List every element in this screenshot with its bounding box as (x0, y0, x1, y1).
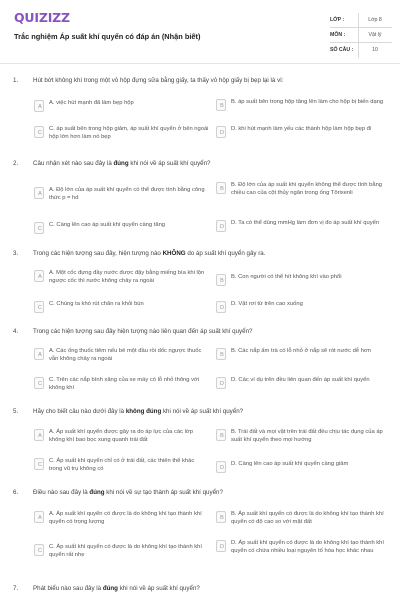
header-divider (0, 63, 400, 64)
option-letter-box (34, 458, 44, 470)
option-text: D. Áp suất khí quyển có được là do không khí tạo thành khí quyển có chứa nhiều loại nguyên tố hóa học khác nhau (231, 540, 385, 554)
option-letter: D (220, 380, 224, 387)
question-text-part: Câu nhận xét nào sau đây là (33, 160, 114, 167)
option-text: B. Trái đất và mọi vật trên trái đất đều chịu tác dụng của áp suất khí quyển theo mọi hướng (231, 429, 383, 443)
option-letter: B (220, 102, 224, 109)
question-text-part: Phát biểu nào sau đây là (33, 585, 103, 592)
worksheet-header (0, 0, 400, 64)
question-text-part: Trong các hiện tượng sau đây, hiện tượng nào (33, 250, 163, 257)
option-letter-box (216, 301, 226, 313)
option-text: B. Các nắp ấm trà có lỗ nhỏ ở nắp sẽ rót nước dễ hơn (231, 348, 371, 354)
question-text-part: Điều nào sau đây là (33, 489, 90, 496)
question-line (0, 160, 400, 172)
option-letter-box (216, 511, 226, 523)
option-text: A. Độ lớn của áp suất khí quyển có thể được tính bằng công thức p = hd (49, 187, 205, 201)
option-letter-box (216, 99, 226, 111)
question-text-part: Hãy cho biết câu nào dưới đây là (33, 408, 126, 415)
option-text: A. việc hút mạnh đã làm bẹp hộp (49, 100, 134, 106)
option-letter: C (38, 304, 42, 311)
question-text-part: khi nói về áp suất khí quyển? (117, 585, 200, 592)
meta-row-subject (330, 28, 392, 43)
question-number: 7. (13, 585, 19, 592)
meta-label: MÔN : (330, 31, 346, 38)
question-line (0, 328, 400, 340)
question-emphasis: không đúng (125, 408, 162, 415)
option-letter-box (34, 222, 44, 234)
option-letter-box (34, 544, 44, 556)
page-title: Trắc nghiệm Áp suất khí quyển có đáp án (Nhận biết) (14, 32, 201, 41)
question-text-part: khi nói về áp suất khí quyển? (161, 408, 244, 415)
meta-label: LỚP : (330, 16, 345, 23)
question-line (0, 489, 400, 501)
question-text: Trong các hiện tượng sau đây hiện tượng nào liên quan đến áp suất khí quyển? (33, 328, 253, 335)
question-number: 2. (13, 160, 19, 167)
question-emphasis: đúng (113, 160, 129, 167)
option-letter-box (216, 377, 226, 389)
option-text: B. Áp suất khí quyển có được là do không khí tạo thành khí quyển có độ cao so với mặt đất (231, 511, 384, 525)
option-text: C. Áp suất khí quyển có được là do không khí tạo thành khí quyển rất nhẹ (49, 544, 203, 558)
option-letter: D (220, 129, 224, 136)
option-text: A. Các ống thuốc tiêm nếu bẻ một đầu rồi dốc ngược thuốc vẫn không chảy ra ngoài (49, 348, 202, 362)
option-text: B. áp suất bên trong hộp tăng lên làm cho hộp bị biến dạng (231, 99, 384, 105)
option-letter-box (34, 301, 44, 313)
option-letter: A (38, 432, 42, 439)
question-number: 1. (13, 77, 19, 84)
option-text: A. Áp suất khí quyển được gây ra do áp lực của các lớp không khí bao bọc xung quanh trái đất (49, 429, 193, 443)
option-letter: C (38, 547, 42, 554)
option-letter-box (34, 126, 44, 138)
option-letter: B (220, 432, 224, 439)
option-text: C. Càng lên cao áp suất khí quyển càng tăng (49, 222, 166, 228)
option-letter: A (38, 514, 42, 521)
option-text: B. Con người có thể hít không khí vào phổi (231, 274, 342, 280)
option-letter-box (34, 377, 44, 389)
option-text: C. Trên các nắp bình xăng của xe máy có lỗ nhỏ thông với không khí (49, 377, 200, 391)
question-text-part: khi nói về sự tạo thành áp suất khí quyển? (104, 489, 223, 496)
question-text: Hút bớt không khí trong một vỏ hộp đựng sữa bằng giấy, ta thấy vỏ hộp giấy bị bẹp lại là vì: (33, 77, 284, 84)
meta-value: 10 (372, 47, 378, 54)
meta-row-grade (330, 13, 392, 28)
question-line (0, 585, 400, 597)
option-letter-box (34, 511, 44, 523)
meta-row-count (330, 43, 392, 58)
question-text (33, 489, 383, 497)
question-number: 5. (13, 408, 19, 415)
question-line (0, 408, 400, 420)
question-emphasis: đúng (102, 585, 118, 592)
option-letter: C (38, 380, 42, 387)
question-emphasis: KHÔNG (162, 250, 186, 257)
option-letter: B (220, 277, 224, 284)
option-text: D. Vật rơi từ trên cao xuống (231, 301, 303, 307)
option-letter: D (220, 223, 224, 230)
option-letter: C (38, 225, 42, 232)
question-number: 4. (13, 328, 19, 335)
option-text: C. Áp suất khí quyển chỉ có ở trái đất, các thiên thể khác trong vũ trụ không có (49, 458, 195, 472)
option-text: D. khi hút mạnh làm yếu các thành hộp làm hộp bẹp đi (231, 126, 372, 132)
question-text (33, 250, 383, 258)
question-number: 6. (13, 489, 19, 496)
option-letter-box (34, 429, 44, 441)
option-letter: C (38, 461, 42, 468)
meta-label: SỐ CÂU : (330, 47, 354, 54)
quizizz-logo[interactable]: QUIZIZZ (14, 10, 70, 25)
option-letter-box (34, 270, 44, 282)
option-text: D. Càng lên cao áp suất khí quyển càng giảm (231, 461, 349, 467)
question-text (33, 408, 383, 416)
option-letter-box (216, 348, 226, 360)
option-text: D. Các ví dụ trên đều liên quan đến áp suất khí quyển (231, 377, 370, 383)
option-letter-box (216, 461, 226, 473)
option-letter: D (220, 464, 224, 471)
option-text: B. Độ lớn của áp suất khí quyển không thể được tính bằng chiều cao của cột thủy ngân trong ống Tôrixenli (231, 182, 383, 196)
question-text (33, 585, 383, 593)
option-letter: C (38, 129, 42, 136)
option-letter-box (34, 100, 44, 112)
option-letter: D (220, 304, 224, 311)
question-line (0, 250, 400, 262)
question-text-part: do áp suất khí quyển gây ra. (185, 250, 266, 257)
option-letter-box (216, 126, 226, 138)
option-letter-box (216, 274, 226, 286)
meta-panel (330, 13, 392, 58)
option-letter-box (216, 540, 226, 552)
option-text: A. Một cốc đựng đầy nước được đậy bằng miếng bìa khi lộn ngược cốc thì nước không chảy ra ngoài (49, 270, 205, 284)
option-letter-box (34, 348, 44, 360)
option-text: C. áp suất bên trong hộp giảm, áp suất khí quyển ở bên ngoài hộp lớn hơn làm nó bẹp (49, 126, 209, 140)
option-text: C. Chúng ta khó rút chân ra khỏi bùn (49, 301, 144, 307)
option-letter-box (216, 429, 226, 441)
option-letter: B (220, 514, 224, 521)
option-letter-box (216, 182, 226, 194)
option-letter: A (38, 273, 42, 280)
question-number: 3. (13, 250, 19, 257)
option-letter-box (34, 187, 44, 199)
option-text: D. Ta có thể dùng mmHg làm đơn vị đo áp suất khí quyển (231, 220, 380, 226)
option-letter: D (220, 543, 224, 550)
option-letter-box (216, 220, 226, 232)
question-text-part: khi nói về áp suất khí quyển? (128, 160, 211, 167)
option-letter: A (38, 103, 42, 110)
question-emphasis: đúng (89, 489, 105, 496)
option-letter: B (220, 185, 224, 192)
meta-value: Vật lý (368, 31, 382, 38)
question-text (33, 160, 383, 168)
meta-value: Lớp 8 (368, 16, 382, 23)
option-text: A. Áp suất khí quyển có được là do không khí tạo thành khí quyển có trọng lượng (49, 511, 202, 525)
question-line (0, 77, 400, 89)
option-letter: A (38, 351, 42, 358)
option-letter: B (220, 351, 224, 358)
option-letter: A (38, 190, 42, 197)
